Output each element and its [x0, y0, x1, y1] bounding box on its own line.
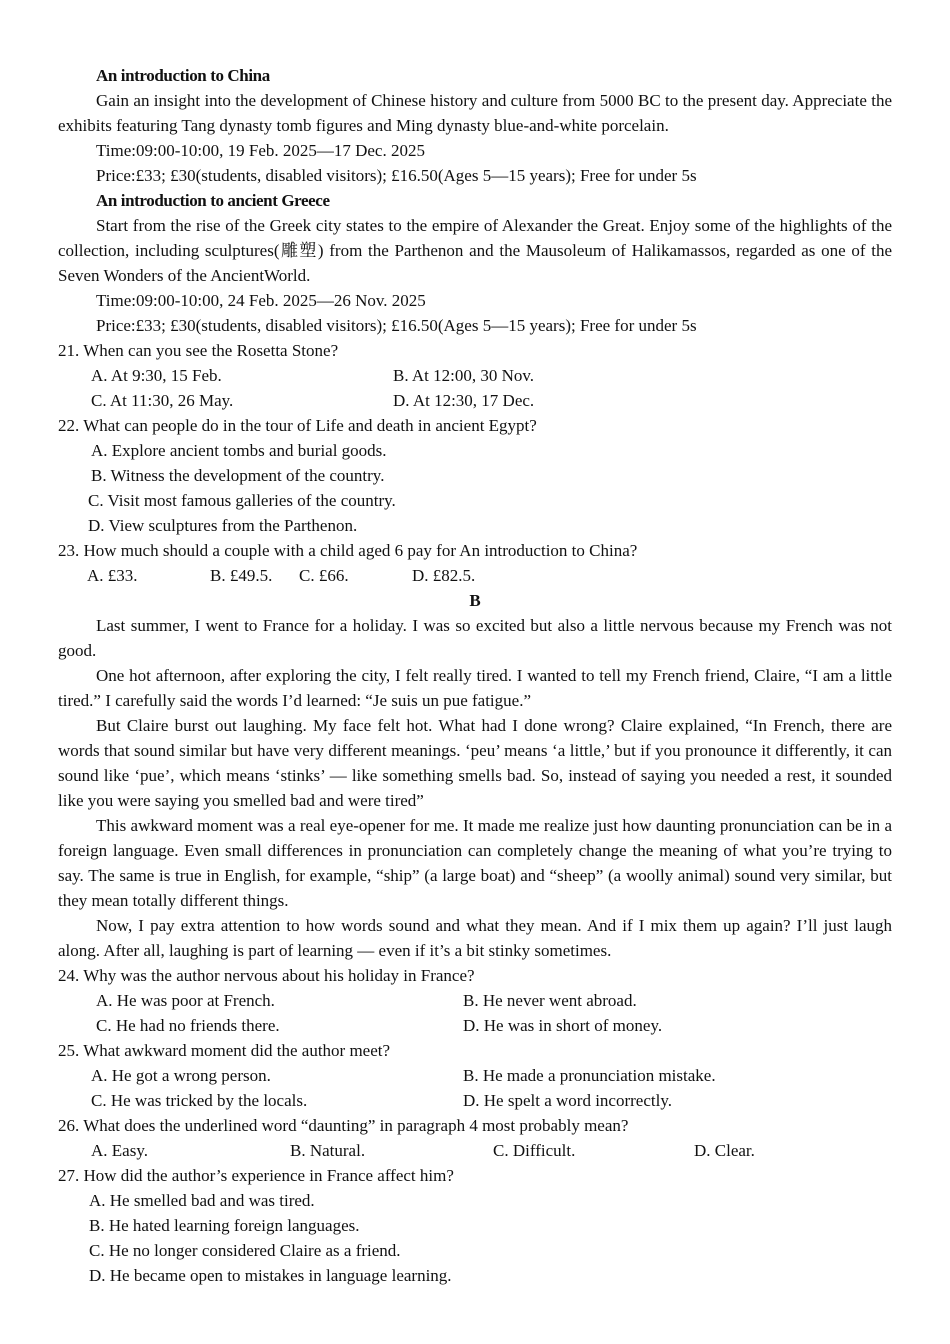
- question-23-stem: 23. How much should a couple with a child aged 6 pay for An introduction to China?: [58, 541, 638, 560]
- q24-option-a: A. He was poor at French.: [96, 991, 275, 1010]
- question-21-stem: 21. When can you see the Rosetta Stone?: [58, 341, 339, 360]
- q23-option-c: C. £66.: [299, 566, 349, 585]
- q24-option-d: D. He was in short of money.: [463, 1016, 663, 1035]
- q23-option-b: B. £49.5.: [210, 566, 273, 585]
- q21-option-d: D. At 12:30, 17 Dec.: [393, 391, 535, 410]
- q24-option-b: B. He never went abroad.: [463, 991, 637, 1010]
- passage-paragraph-2: One hot afternoon, after exploring the city, I felt really tired. I wanted to tell my French friend, Claire, “I am a little tired.” I carefully said the words I’d learned: “Je suis un pue fatigue.”: [58, 666, 892, 710]
- china-description: Gain an insight into the development of Chinese history and culture from 5000 BC to the present day. Appreciate the exhibits featuring Tang dynasty tomb figures and Ming dynasty blue-and-white porcelain.: [58, 91, 892, 135]
- greece-price: Price:£33; £30(students, disabled visitors); £16.50(Ages 5—15 years); Free for under 5s: [96, 316, 697, 335]
- q23-option-a: A. £33.: [87, 566, 138, 585]
- q25-option-c: C. He was tricked by the locals.: [91, 1091, 308, 1110]
- q25-option-d: D. He spelt a word incorrectly.: [463, 1091, 672, 1110]
- q26-option-b: B. Natural.: [290, 1141, 366, 1160]
- passage-paragraph-3: But Claire burst out laughing. My face felt hot. What had I done wrong? Claire explained, “In French, there are words that sound similar but have very different meanings. ‘peu’ means ‘a little,’ but if you pronounce it differently, it can sound like ‘pue’, which means ‘stinks’ — like something smells bad. So, instead of saying you needed a rest, it sounded like you were saying you smelled bad and were tired”: [58, 716, 892, 810]
- china-time: Time:09:00-10:00, 19 Feb. 2025—17 Dec. 2025: [96, 141, 425, 160]
- question-26-stem: 26. What does the underlined word “daunting” in paragraph 4 most probably mean?: [58, 1116, 629, 1135]
- china-price: Price:£33; £30(students, disabled visitors); £16.50(Ages 5—15 years); Free for under 5s: [96, 166, 697, 185]
- greece-title: An introduction to ancient Greece: [96, 191, 330, 210]
- section-b-heading: B: [469, 591, 481, 610]
- q24-option-c: C. He had no friends there.: [96, 1016, 280, 1035]
- question-21-options-row1: [58, 363, 892, 388]
- question-21-options-row2: [58, 388, 892, 413]
- q21-option-b: B. At 12:00, 30 Nov.: [393, 366, 535, 385]
- passage-paragraph-5: Now, I pay extra attention to how words sound and what they mean. And if I mix them up again? I’ll just laugh along. After all, laughing is part of learning — even if it’s a bit stinky sometimes.: [58, 916, 892, 960]
- q26-option-a: A. Easy.: [91, 1141, 148, 1160]
- question-27-stem: 27. How did the author’s experience in France affect him?: [58, 1166, 454, 1185]
- question-25-stem: 25. What awkward moment did the author meet?: [58, 1041, 391, 1060]
- question-22-stem: 22. What can people do in the tour of Life and death in ancient Egypt?: [58, 416, 537, 435]
- q27-option-c: C. He no longer considered Claire as a friend.: [89, 1241, 401, 1260]
- q22-option-b: B. Witness the development of the country.: [91, 466, 385, 485]
- q27-option-d: D. He became open to mistakes in language learning.: [89, 1266, 452, 1285]
- q27-option-a: A. He smelled bad and was tired.: [89, 1191, 315, 1210]
- q26-option-c: C. Difficult.: [493, 1141, 576, 1160]
- passage-paragraph-1: Last summer, I went to France for a holiday. I was so excited but also a little nervous because my French was not good.: [58, 616, 892, 660]
- q26-option-d: D. Clear.: [694, 1141, 755, 1160]
- passage-paragraph-4: This awkward moment was a real eye-opener for me. It made me realize just how daunting pronunciation can be in a foreign language. Even small differences in pronunciation can completely change the meaning of what you’re trying to say. The same is true in English, for example, “ship” (a large boat) and “sheep” (a woolly animal) sound very similar, but they mean totally different things.: [58, 816, 892, 910]
- q22-option-c: C. Visit most famous galleries of the country.: [88, 491, 396, 510]
- greece-time: Time:09:00-10:00, 24 Feb. 2025—26 Nov. 2025: [96, 291, 426, 310]
- exam-page: [58, 63, 892, 1288]
- q22-option-a: A. Explore ancient tombs and burial goods.: [91, 441, 387, 460]
- question-24-stem: 24. Why was the author nervous about his holiday in France?: [58, 966, 475, 985]
- china-title: An introduction to China: [96, 66, 270, 85]
- q21-option-a: A. At 9:30, 15 Feb.: [91, 366, 222, 385]
- q23-option-d: D. £82.5.: [412, 566, 476, 585]
- q25-option-a: A. He got a wrong person.: [91, 1066, 271, 1085]
- greece-description: Start from the rise of the Greek city states to the empire of Alexander the Great. Enjoy some of the highlights of the collection, including sculptures(雕塑) from the Parthenon and the Mausoleum of Halikamassos, regarded as one of the Seven Wonders of the AncientWorld.: [58, 216, 892, 285]
- question-23-options: [58, 563, 892, 588]
- q21-option-c: C. At 11:30, 26 May.: [91, 391, 234, 410]
- q22-option-d: D. View sculptures from the Parthenon.: [88, 516, 358, 535]
- q27-option-b: B. He hated learning foreign languages.: [89, 1216, 360, 1235]
- q25-option-b: B. He made a pronunciation mistake.: [463, 1066, 716, 1085]
